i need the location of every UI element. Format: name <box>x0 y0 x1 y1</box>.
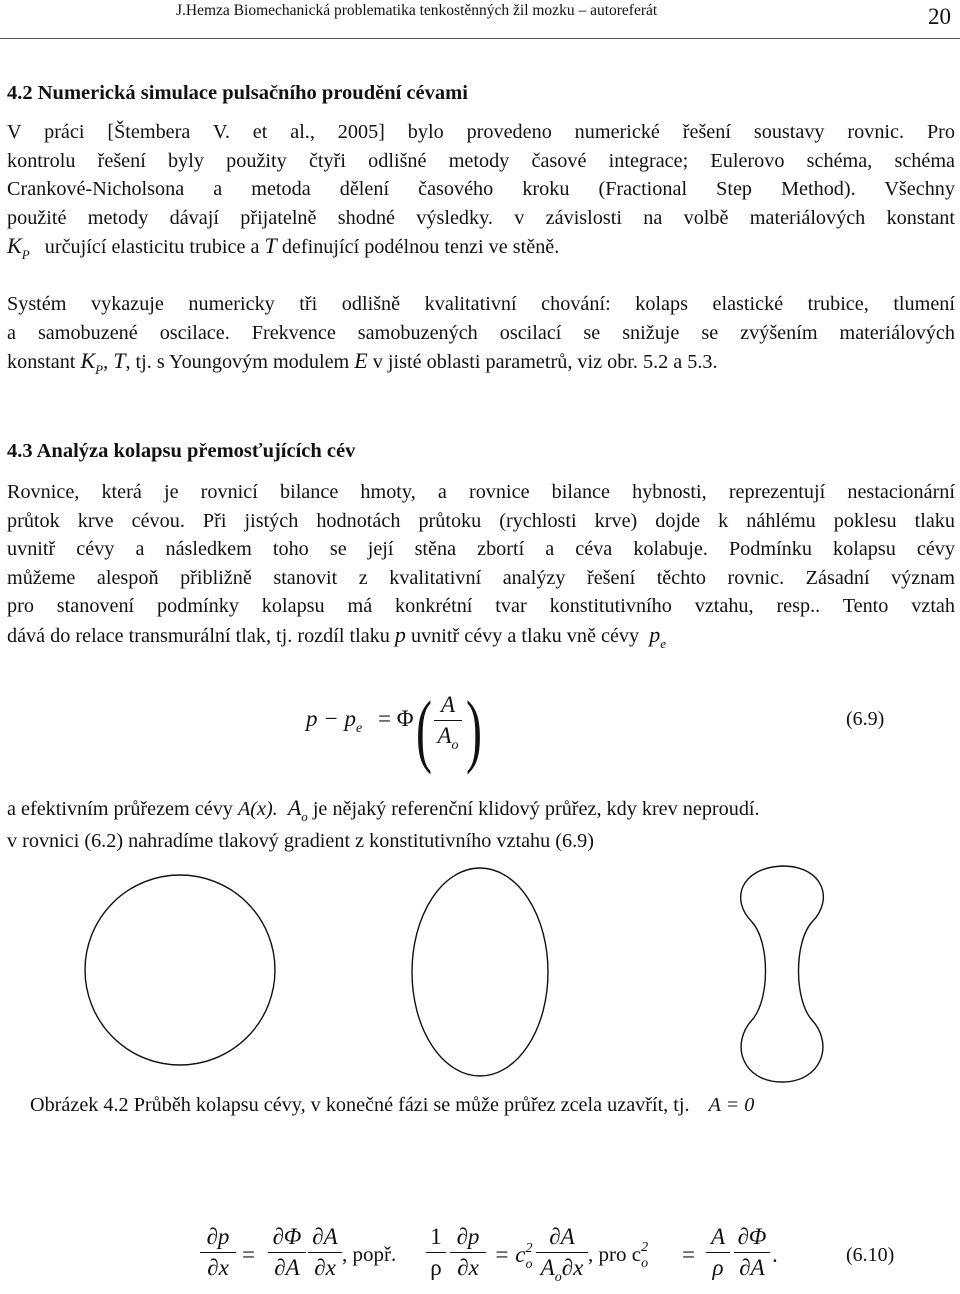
equation-label: (6.10) <box>846 1244 895 1266</box>
text-line: V práci [Štembera V. et al., 2005] bylo provedeno numerické řešení soustavy rovnic. Pro <box>7 121 955 143</box>
eq-text: , popř. <box>342 1242 397 1266</box>
text-line <box>7 621 955 650</box>
text-line: použité metody dávají přijatelně shodné výsledky. v závislosti na volbě materiálových konstant <box>7 206 955 229</box>
math-comma: , <box>103 351 109 374</box>
text-line: pro stanovení podmínky kolapsu má konkrétní tvar konstitutivního vztahu, resp.. Tento vztah <box>7 595 955 618</box>
paragraph-4-2-a <box>7 118 955 261</box>
eq-period: . <box>772 1242 778 1267</box>
paragraph-4-2-b <box>7 290 955 376</box>
section-heading-4-2: 4.2 Numerická simulace pulsačního proudění cévami <box>7 82 468 104</box>
eq-fraction: 1 ρ <box>426 1222 446 1283</box>
inline-text: v jisté oblasti parametrů, viz obr. 5.2 a 5.3. <box>372 351 718 374</box>
running-title: J.Hemza Biomechanická problematika tenkostěnných žil mozku – autoreferát <box>176 2 658 19</box>
inline-text: určující elasticitu trubice a <box>44 236 260 259</box>
paren-right: ) <box>466 685 482 776</box>
eq-fraction: ∂p ∂x <box>450 1222 486 1283</box>
inline-text: je nějaký referenční klidový průřez, kdy krev neproudí. <box>312 798 760 820</box>
eq-fraction: ∂p ∂x <box>200 1222 236 1283</box>
caption-text: Obrázek 4.2 Průběh kolapsu cévy, v konečné fázi se může průřez zcela uzavřít, tj. <box>30 1094 690 1116</box>
inline-text: , tj. s Youngovým modulem <box>125 351 350 374</box>
inline-text: definující podélnou tenzi ve stěně. <box>281 236 560 259</box>
math-var-a: A <box>287 795 302 820</box>
eq-equals-c: = $c^2_o$ <box>494 1241 533 1272</box>
text-line: Systém vykazuje numericky tři odlišně kvalitativní chování: kolaps elastické trubice, tlumení <box>7 293 955 315</box>
text-line: průtok krve cévou. Při jistých hodnotách průtoku (rychlosti krve) dojde k náhlému poklesu tlaku <box>7 509 955 532</box>
inline-text: uvnitř cévy a tlaku vně cévy <box>410 624 640 647</box>
caption-math: A = 0 <box>708 1094 755 1116</box>
text-line <box>7 232 955 261</box>
shape-collapsed <box>741 866 824 1082</box>
math-sub-p: P <box>21 247 30 263</box>
text-line: Rovnice, která je rovnicí bilance hmoty, a rovnice bilance hybnosti, reprezentují nestacionární <box>7 481 955 503</box>
eq-fraction: ∂A $A_o\partial x$ <box>536 1222 588 1287</box>
text-line: uvnitř cévy a následkem toho se její stěna zbortí a céva kolabuje. Podmínku kolapsu cévy <box>7 538 955 561</box>
math-var-p: p <box>394 621 406 647</box>
eq-fraction: ∂Φ ∂A <box>268 1222 306 1283</box>
math-var-k: K <box>7 233 22 259</box>
eq-lhs: $p - p_e$ <box>306 706 363 736</box>
text-after-equation <box>7 795 760 824</box>
equation-6-10 <box>200 1222 920 1292</box>
page-number: 20 <box>928 4 951 29</box>
math-sub-p: P <box>95 362 104 378</box>
eq-equals-phi: = Φ <box>378 706 414 731</box>
paren-left: ( <box>416 685 432 776</box>
math-var-e: E <box>354 348 368 374</box>
shape-ellipse <box>412 868 548 1076</box>
math-var-t: T <box>264 233 277 259</box>
text-line: Crankové-Nicholsona a metoda dělení časového kroku (Fractional Step Method). Všechny <box>7 178 955 201</box>
inline-text: dává do relace transmurální tlak, tj. rozdíl tlaku <box>7 624 390 647</box>
equation-label: (6.9) <box>846 708 885 730</box>
math-a-of-x: A(x). <box>237 798 278 820</box>
text-line: kontrolu řešení byly použity čtyři odlišné metody časové integrace; Eulerovo schéma, schéma <box>7 149 955 172</box>
header-rule <box>0 38 960 39</box>
math-sub-e: e <box>660 635 666 651</box>
eq-fraction: ∂Φ ∂A <box>734 1222 770 1283</box>
eq-fraction: A ρ <box>706 1222 730 1283</box>
page-header <box>0 0 960 40</box>
eq-fraction: ∂A ∂x <box>308 1222 342 1283</box>
math-var-p: p <box>649 621 661 647</box>
inline-text: a efektivním průřezem cévy <box>7 798 233 820</box>
paragraph-4-3 <box>7 478 955 650</box>
text-line: můžeme alespoň přibližně stanovit z kvalitativní analýzy řešení těchto rovnic. Zásadní význam <box>7 566 955 589</box>
eq-equals: = <box>242 1242 255 1267</box>
math-var-k: K <box>80 348 96 374</box>
eq-equals: = <box>682 1242 695 1267</box>
equation-6-9 <box>306 685 906 776</box>
shape-circle <box>85 875 275 1065</box>
eq-text: , pro $c^2_o$ <box>588 1240 649 1271</box>
text-line <box>7 347 955 376</box>
figure-collapse-shapes <box>0 860 960 1090</box>
inline-text: konstant <box>7 351 76 374</box>
text-line: a samobuzené oscilace. Frekvence samobuzených oscilací se snižuje se zvýšením materiálových <box>7 321 955 344</box>
eq-fraction: A $A_o$ <box>434 690 462 755</box>
section-heading-4-3: 4.3 Analýza kolapsu přemosťujících cév <box>7 440 356 462</box>
math-var-t: T <box>113 348 126 374</box>
math-sub-o: o <box>301 809 308 824</box>
text-line: v rovnici (6.2) nahradíme tlakový gradient z konstitutivního vztahu (6.9) <box>7 830 594 852</box>
figure-caption <box>30 1094 754 1117</box>
